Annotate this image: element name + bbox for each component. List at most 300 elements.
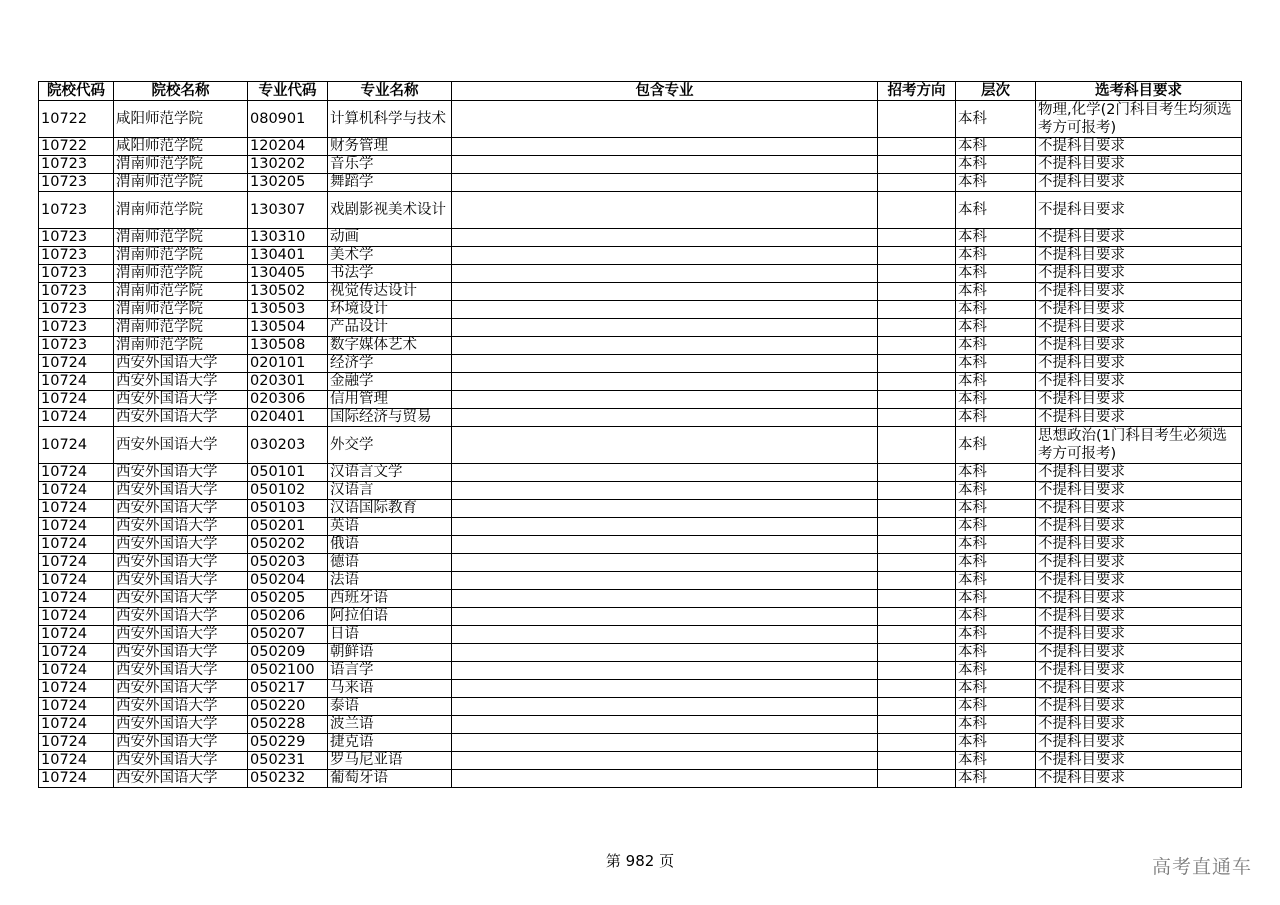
cell-level: 本科 <box>956 174 1036 192</box>
cell-direction <box>878 554 956 572</box>
cell-major-code: 020301 <box>248 373 328 391</box>
cell-school-code: 10724 <box>39 427 114 464</box>
cell-school-name: 渭南师范学院 <box>114 265 248 283</box>
table-row <box>39 373 1242 391</box>
table-row <box>39 554 1242 572</box>
cell-included-majors <box>452 464 878 482</box>
cell-major-code: 130307 <box>248 192 328 229</box>
cell-school-code: 10723 <box>39 301 114 319</box>
cell-included-majors <box>452 662 878 680</box>
cell-major-name: 视觉传达设计 <box>328 283 452 301</box>
cell-school-name: 西安外国语大学 <box>114 482 248 500</box>
cell-school-name: 西安外国语大学 <box>114 590 248 608</box>
cell-major-code: 080901 <box>248 101 328 138</box>
cell-school-code: 10724 <box>39 626 114 644</box>
cell-included-majors <box>452 373 878 391</box>
cell-subject-requirement: 不提科目要求 <box>1036 644 1242 662</box>
cell-school-code: 10723 <box>39 283 114 301</box>
cell-school-code: 10724 <box>39 482 114 500</box>
cell-major-name: 计算机科学与技术 <box>328 101 452 138</box>
cell-level: 本科 <box>956 554 1036 572</box>
cell-level: 本科 <box>956 752 1036 770</box>
table-row <box>39 698 1242 716</box>
cell-level: 本科 <box>956 482 1036 500</box>
cell-school-code: 10724 <box>39 536 114 554</box>
table-row <box>39 409 1242 427</box>
cell-major-name: 法语 <box>328 572 452 590</box>
cell-level: 本科 <box>956 355 1036 373</box>
cell-school-code: 10724 <box>39 608 114 626</box>
cell-subject-requirement: 不提科目要求 <box>1036 518 1242 536</box>
cell-major-name: 波兰语 <box>328 716 452 734</box>
cell-school-name: 西安外国语大学 <box>114 464 248 482</box>
cell-direction <box>878 373 956 391</box>
cell-direction <box>878 662 956 680</box>
cell-direction <box>878 192 956 229</box>
cell-included-majors <box>452 518 878 536</box>
cell-included-majors <box>452 608 878 626</box>
header-subject-requirement: 选考科目要求 <box>1036 82 1242 101</box>
cell-included-majors <box>452 174 878 192</box>
cell-school-code: 10722 <box>39 138 114 156</box>
cell-major-code: 050206 <box>248 608 328 626</box>
cell-major-name: 信用管理 <box>328 391 452 409</box>
cell-major-code: 130310 <box>248 229 328 247</box>
cell-major-name: 书法学 <box>328 265 452 283</box>
cell-school-code: 10724 <box>39 572 114 590</box>
cell-school-name: 西安外国语大学 <box>114 373 248 391</box>
table-row <box>39 734 1242 752</box>
cell-level: 本科 <box>956 716 1036 734</box>
cell-major-name: 阿拉伯语 <box>328 608 452 626</box>
cell-school-code: 10724 <box>39 752 114 770</box>
cell-major-code: 030203 <box>248 427 328 464</box>
cell-school-name: 咸阳师范学院 <box>114 138 248 156</box>
cell-school-code: 10724 <box>39 590 114 608</box>
cell-major-code: 050203 <box>248 554 328 572</box>
cell-school-name: 咸阳师范学院 <box>114 101 248 138</box>
table-row <box>39 355 1242 373</box>
cell-subject-requirement: 不提科目要求 <box>1036 626 1242 644</box>
cell-school-name: 渭南师范学院 <box>114 319 248 337</box>
cell-included-majors <box>452 427 878 464</box>
cell-subject-requirement: 不提科目要求 <box>1036 174 1242 192</box>
cell-school-code: 10724 <box>39 391 114 409</box>
cell-direction <box>878 337 956 355</box>
table-row <box>39 229 1242 247</box>
cell-school-name: 西安外国语大学 <box>114 698 248 716</box>
table-row <box>39 680 1242 698</box>
cell-subject-requirement: 不提科目要求 <box>1036 572 1242 590</box>
header-school-code: 院校代码 <box>39 82 114 101</box>
cell-level: 本科 <box>956 301 1036 319</box>
cell-subject-requirement: 不提科目要求 <box>1036 500 1242 518</box>
cell-included-majors <box>452 319 878 337</box>
cell-subject-requirement: 不提科目要求 <box>1036 770 1242 788</box>
cell-included-majors <box>452 355 878 373</box>
cell-included-majors <box>452 101 878 138</box>
cell-school-name: 西安外国语大学 <box>114 626 248 644</box>
cell-subject-requirement: 不提科目要求 <box>1036 156 1242 174</box>
cell-subject-requirement: 不提科目要求 <box>1036 680 1242 698</box>
cell-level: 本科 <box>956 283 1036 301</box>
cell-major-name: 语言学 <box>328 662 452 680</box>
cell-major-name: 财务管理 <box>328 138 452 156</box>
cell-subject-requirement: 不提科目要求 <box>1036 301 1242 319</box>
cell-school-name: 西安外国语大学 <box>114 536 248 554</box>
cell-included-majors <box>452 644 878 662</box>
cell-included-majors <box>452 752 878 770</box>
cell-included-majors <box>452 391 878 409</box>
cell-major-code: 050231 <box>248 752 328 770</box>
cell-major-code: 050204 <box>248 572 328 590</box>
cell-included-majors <box>452 301 878 319</box>
cell-subject-requirement: 不提科目要求 <box>1036 138 1242 156</box>
cell-school-code: 10723 <box>39 247 114 265</box>
header-included-majors: 包含专业 <box>452 82 878 101</box>
cell-major-code: 050229 <box>248 734 328 752</box>
table-row <box>39 337 1242 355</box>
cell-major-code: 130503 <box>248 301 328 319</box>
cell-direction <box>878 174 956 192</box>
cell-level: 本科 <box>956 644 1036 662</box>
cell-direction <box>878 427 956 464</box>
cell-subject-requirement: 不提科目要求 <box>1036 247 1242 265</box>
cell-subject-requirement: 不提科目要求 <box>1036 464 1242 482</box>
table-row <box>39 301 1242 319</box>
cell-direction <box>878 391 956 409</box>
cell-school-name: 西安外国语大学 <box>114 409 248 427</box>
cell-school-code: 10724 <box>39 770 114 788</box>
cell-school-name: 渭南师范学院 <box>114 192 248 229</box>
cell-major-name: 经济学 <box>328 355 452 373</box>
cell-major-name: 美术学 <box>328 247 452 265</box>
cell-school-name: 西安外国语大学 <box>114 355 248 373</box>
cell-major-code: 050209 <box>248 644 328 662</box>
cell-subject-requirement: 不提科目要求 <box>1036 482 1242 500</box>
cell-school-code: 10723 <box>39 174 114 192</box>
table-row <box>39 391 1242 409</box>
cell-included-majors <box>452 265 878 283</box>
cell-major-code: 130502 <box>248 283 328 301</box>
cell-school-code: 10724 <box>39 644 114 662</box>
cell-subject-requirement: 不提科目要求 <box>1036 373 1242 391</box>
cell-level: 本科 <box>956 770 1036 788</box>
table-row <box>39 192 1242 229</box>
cell-direction <box>878 319 956 337</box>
table-row <box>39 500 1242 518</box>
header-major-code: 专业代码 <box>248 82 328 101</box>
page-number: 第 982 页 <box>605 852 675 870</box>
cell-school-name: 西安外国语大学 <box>114 518 248 536</box>
cell-major-name: 捷克语 <box>328 734 452 752</box>
cell-major-name: 罗马尼亚语 <box>328 752 452 770</box>
cell-level: 本科 <box>956 518 1036 536</box>
cell-level: 本科 <box>956 698 1036 716</box>
cell-included-majors <box>452 337 878 355</box>
cell-level: 本科 <box>956 464 1036 482</box>
header-major-name: 专业名称 <box>328 82 452 101</box>
cell-major-name: 汉语言 <box>328 482 452 500</box>
cell-included-majors <box>452 698 878 716</box>
cell-school-name: 西安外国语大学 <box>114 427 248 464</box>
cell-included-majors <box>452 192 878 229</box>
cell-school-name: 西安外国语大学 <box>114 716 248 734</box>
cell-direction <box>878 644 956 662</box>
majors-table <box>38 81 1242 788</box>
cell-school-name: 渭南师范学院 <box>114 174 248 192</box>
table-row <box>39 265 1242 283</box>
table-header <box>39 82 1242 101</box>
cell-included-majors <box>452 156 878 174</box>
cell-level: 本科 <box>956 427 1036 464</box>
watermark: 高考直通车 <box>1151 856 1252 878</box>
cell-major-code: 130202 <box>248 156 328 174</box>
cell-direction <box>878 536 956 554</box>
cell-subject-requirement: 不提科目要求 <box>1036 536 1242 554</box>
cell-major-code: 050101 <box>248 464 328 482</box>
cell-school-code: 10724 <box>39 734 114 752</box>
cell-major-code: 050217 <box>248 680 328 698</box>
cell-subject-requirement: 不提科目要求 <box>1036 265 1242 283</box>
cell-subject-requirement: 不提科目要求 <box>1036 192 1242 229</box>
cell-level: 本科 <box>956 265 1036 283</box>
table-row <box>39 101 1242 138</box>
cell-subject-requirement: 不提科目要求 <box>1036 608 1242 626</box>
cell-subject-requirement: 不提科目要求 <box>1036 409 1242 427</box>
cell-included-majors <box>452 716 878 734</box>
cell-level: 本科 <box>956 572 1036 590</box>
cell-major-name: 数字媒体艺术 <box>328 337 452 355</box>
cell-school-code: 10724 <box>39 680 114 698</box>
cell-level: 本科 <box>956 626 1036 644</box>
cell-school-code: 10723 <box>39 265 114 283</box>
cell-direction <box>878 716 956 734</box>
table-row <box>39 174 1242 192</box>
table-row <box>39 770 1242 788</box>
cell-major-code: 0502100 <box>248 662 328 680</box>
cell-direction <box>878 752 956 770</box>
cell-direction <box>878 482 956 500</box>
cell-direction <box>878 265 956 283</box>
cell-major-code: 050228 <box>248 716 328 734</box>
table-row <box>39 247 1242 265</box>
cell-major-name: 国际经济与贸易 <box>328 409 452 427</box>
cell-major-code: 050201 <box>248 518 328 536</box>
cell-direction <box>878 138 956 156</box>
table-row <box>39 572 1242 590</box>
cell-major-code: 120204 <box>248 138 328 156</box>
cell-direction <box>878 283 956 301</box>
cell-included-majors <box>452 554 878 572</box>
table-row <box>39 716 1242 734</box>
cell-school-code: 10724 <box>39 464 114 482</box>
table-body <box>39 101 1242 788</box>
cell-level: 本科 <box>956 229 1036 247</box>
cell-subject-requirement: 不提科目要求 <box>1036 319 1242 337</box>
cell-school-code: 10724 <box>39 373 114 391</box>
table-row <box>39 427 1242 464</box>
cell-school-name: 西安外国语大学 <box>114 572 248 590</box>
cell-direction <box>878 734 956 752</box>
cell-included-majors <box>452 409 878 427</box>
table-row <box>39 464 1242 482</box>
cell-major-name: 俄语 <box>328 536 452 554</box>
cell-school-code: 10723 <box>39 319 114 337</box>
cell-school-code: 10723 <box>39 156 114 174</box>
cell-school-name: 西安外国语大学 <box>114 500 248 518</box>
cell-direction <box>878 572 956 590</box>
cell-included-majors <box>452 283 878 301</box>
table-row <box>39 536 1242 554</box>
cell-school-code: 10724 <box>39 698 114 716</box>
cell-major-name: 朝鲜语 <box>328 644 452 662</box>
cell-major-code: 050220 <box>248 698 328 716</box>
cell-subject-requirement: 不提科目要求 <box>1036 391 1242 409</box>
cell-major-code: 050205 <box>248 590 328 608</box>
cell-major-name: 马来语 <box>328 680 452 698</box>
cell-included-majors <box>452 482 878 500</box>
table-row <box>39 626 1242 644</box>
cell-major-code: 050232 <box>248 770 328 788</box>
table-row <box>39 662 1242 680</box>
cell-school-code: 10724 <box>39 554 114 572</box>
cell-major-name: 产品设计 <box>328 319 452 337</box>
cell-school-name: 渭南师范学院 <box>114 229 248 247</box>
cell-included-majors <box>452 626 878 644</box>
cell-major-code: 050202 <box>248 536 328 554</box>
cell-level: 本科 <box>956 319 1036 337</box>
cell-major-name: 葡萄牙语 <box>328 770 452 788</box>
cell-direction <box>878 464 956 482</box>
cell-major-name: 德语 <box>328 554 452 572</box>
cell-subject-requirement: 不提科目要求 <box>1036 355 1242 373</box>
header-school-name: 院校名称 <box>114 82 248 101</box>
table-row <box>39 319 1242 337</box>
cell-major-name: 戏剧影视美术设计 <box>328 192 452 229</box>
cell-school-code: 10724 <box>39 355 114 373</box>
table-row <box>39 608 1242 626</box>
cell-level: 本科 <box>956 391 1036 409</box>
cell-major-code: 130405 <box>248 265 328 283</box>
cell-level: 本科 <box>956 608 1036 626</box>
cell-direction <box>878 247 956 265</box>
cell-subject-requirement: 不提科目要求 <box>1036 662 1242 680</box>
cell-major-code: 050207 <box>248 626 328 644</box>
cell-school-name: 渭南师范学院 <box>114 247 248 265</box>
cell-level: 本科 <box>956 662 1036 680</box>
cell-subject-requirement: 不提科目要求 <box>1036 229 1242 247</box>
cell-included-majors <box>452 680 878 698</box>
cell-school-code: 10724 <box>39 518 114 536</box>
cell-direction <box>878 156 956 174</box>
cell-subject-requirement: 物理,化学(2门科目考生均须选考方可报考) <box>1036 101 1242 138</box>
cell-school-name: 西安外国语大学 <box>114 752 248 770</box>
table-row <box>39 644 1242 662</box>
cell-subject-requirement: 不提科目要求 <box>1036 554 1242 572</box>
cell-school-name: 西安外国语大学 <box>114 644 248 662</box>
cell-subject-requirement: 不提科目要求 <box>1036 698 1242 716</box>
cell-direction <box>878 229 956 247</box>
cell-level: 本科 <box>956 192 1036 229</box>
cell-level: 本科 <box>956 536 1036 554</box>
cell-direction <box>878 101 956 138</box>
cell-major-name: 舞蹈学 <box>328 174 452 192</box>
cell-included-majors <box>452 536 878 554</box>
cell-major-code: 130401 <box>248 247 328 265</box>
cell-level: 本科 <box>956 101 1036 138</box>
cell-major-code: 130205 <box>248 174 328 192</box>
cell-subject-requirement: 不提科目要求 <box>1036 283 1242 301</box>
cell-major-name: 外交学 <box>328 427 452 464</box>
table-row <box>39 283 1242 301</box>
cell-level: 本科 <box>956 337 1036 355</box>
cell-included-majors <box>452 734 878 752</box>
cell-level: 本科 <box>956 409 1036 427</box>
cell-subject-requirement: 不提科目要求 <box>1036 590 1242 608</box>
cell-subject-requirement: 不提科目要求 <box>1036 752 1242 770</box>
cell-major-code: 050102 <box>248 482 328 500</box>
header-row <box>39 82 1242 101</box>
table-row <box>39 156 1242 174</box>
cell-school-name: 西安外国语大学 <box>114 608 248 626</box>
cell-school-name: 渭南师范学院 <box>114 301 248 319</box>
cell-major-name: 环境设计 <box>328 301 452 319</box>
cell-level: 本科 <box>956 247 1036 265</box>
cell-school-name: 西安外国语大学 <box>114 770 248 788</box>
cell-level: 本科 <box>956 590 1036 608</box>
cell-major-name: 西班牙语 <box>328 590 452 608</box>
cell-level: 本科 <box>956 500 1036 518</box>
cell-level: 本科 <box>956 156 1036 174</box>
cell-direction <box>878 590 956 608</box>
cell-level: 本科 <box>956 680 1036 698</box>
cell-major-code: 020101 <box>248 355 328 373</box>
cell-school-name: 西安外国语大学 <box>114 680 248 698</box>
cell-major-code: 130504 <box>248 319 328 337</box>
cell-subject-requirement: 不提科目要求 <box>1036 337 1242 355</box>
cell-level: 本科 <box>956 138 1036 156</box>
cell-subject-requirement: 不提科目要求 <box>1036 734 1242 752</box>
table-row <box>39 518 1242 536</box>
cell-direction <box>878 409 956 427</box>
cell-major-code: 050103 <box>248 500 328 518</box>
table-row <box>39 590 1242 608</box>
cell-major-name: 动画 <box>328 229 452 247</box>
header-direction: 招考方向 <box>878 82 956 101</box>
cell-school-name: 渭南师范学院 <box>114 156 248 174</box>
cell-major-code: 020401 <box>248 409 328 427</box>
table-row <box>39 482 1242 500</box>
cell-school-code: 10724 <box>39 500 114 518</box>
cell-school-name: 西安外国语大学 <box>114 554 248 572</box>
cell-major-name: 日语 <box>328 626 452 644</box>
cell-school-code: 10723 <box>39 337 114 355</box>
cell-included-majors <box>452 229 878 247</box>
cell-major-name: 汉语国际教育 <box>328 500 452 518</box>
cell-level: 本科 <box>956 734 1036 752</box>
cell-included-majors <box>452 247 878 265</box>
cell-level: 本科 <box>956 373 1036 391</box>
cell-school-name: 西安外国语大学 <box>114 734 248 752</box>
cell-direction <box>878 626 956 644</box>
cell-subject-requirement: 不提科目要求 <box>1036 716 1242 734</box>
cell-direction <box>878 698 956 716</box>
cell-school-code: 10722 <box>39 101 114 138</box>
cell-school-code: 10724 <box>39 409 114 427</box>
cell-included-majors <box>452 770 878 788</box>
cell-major-name: 音乐学 <box>328 156 452 174</box>
